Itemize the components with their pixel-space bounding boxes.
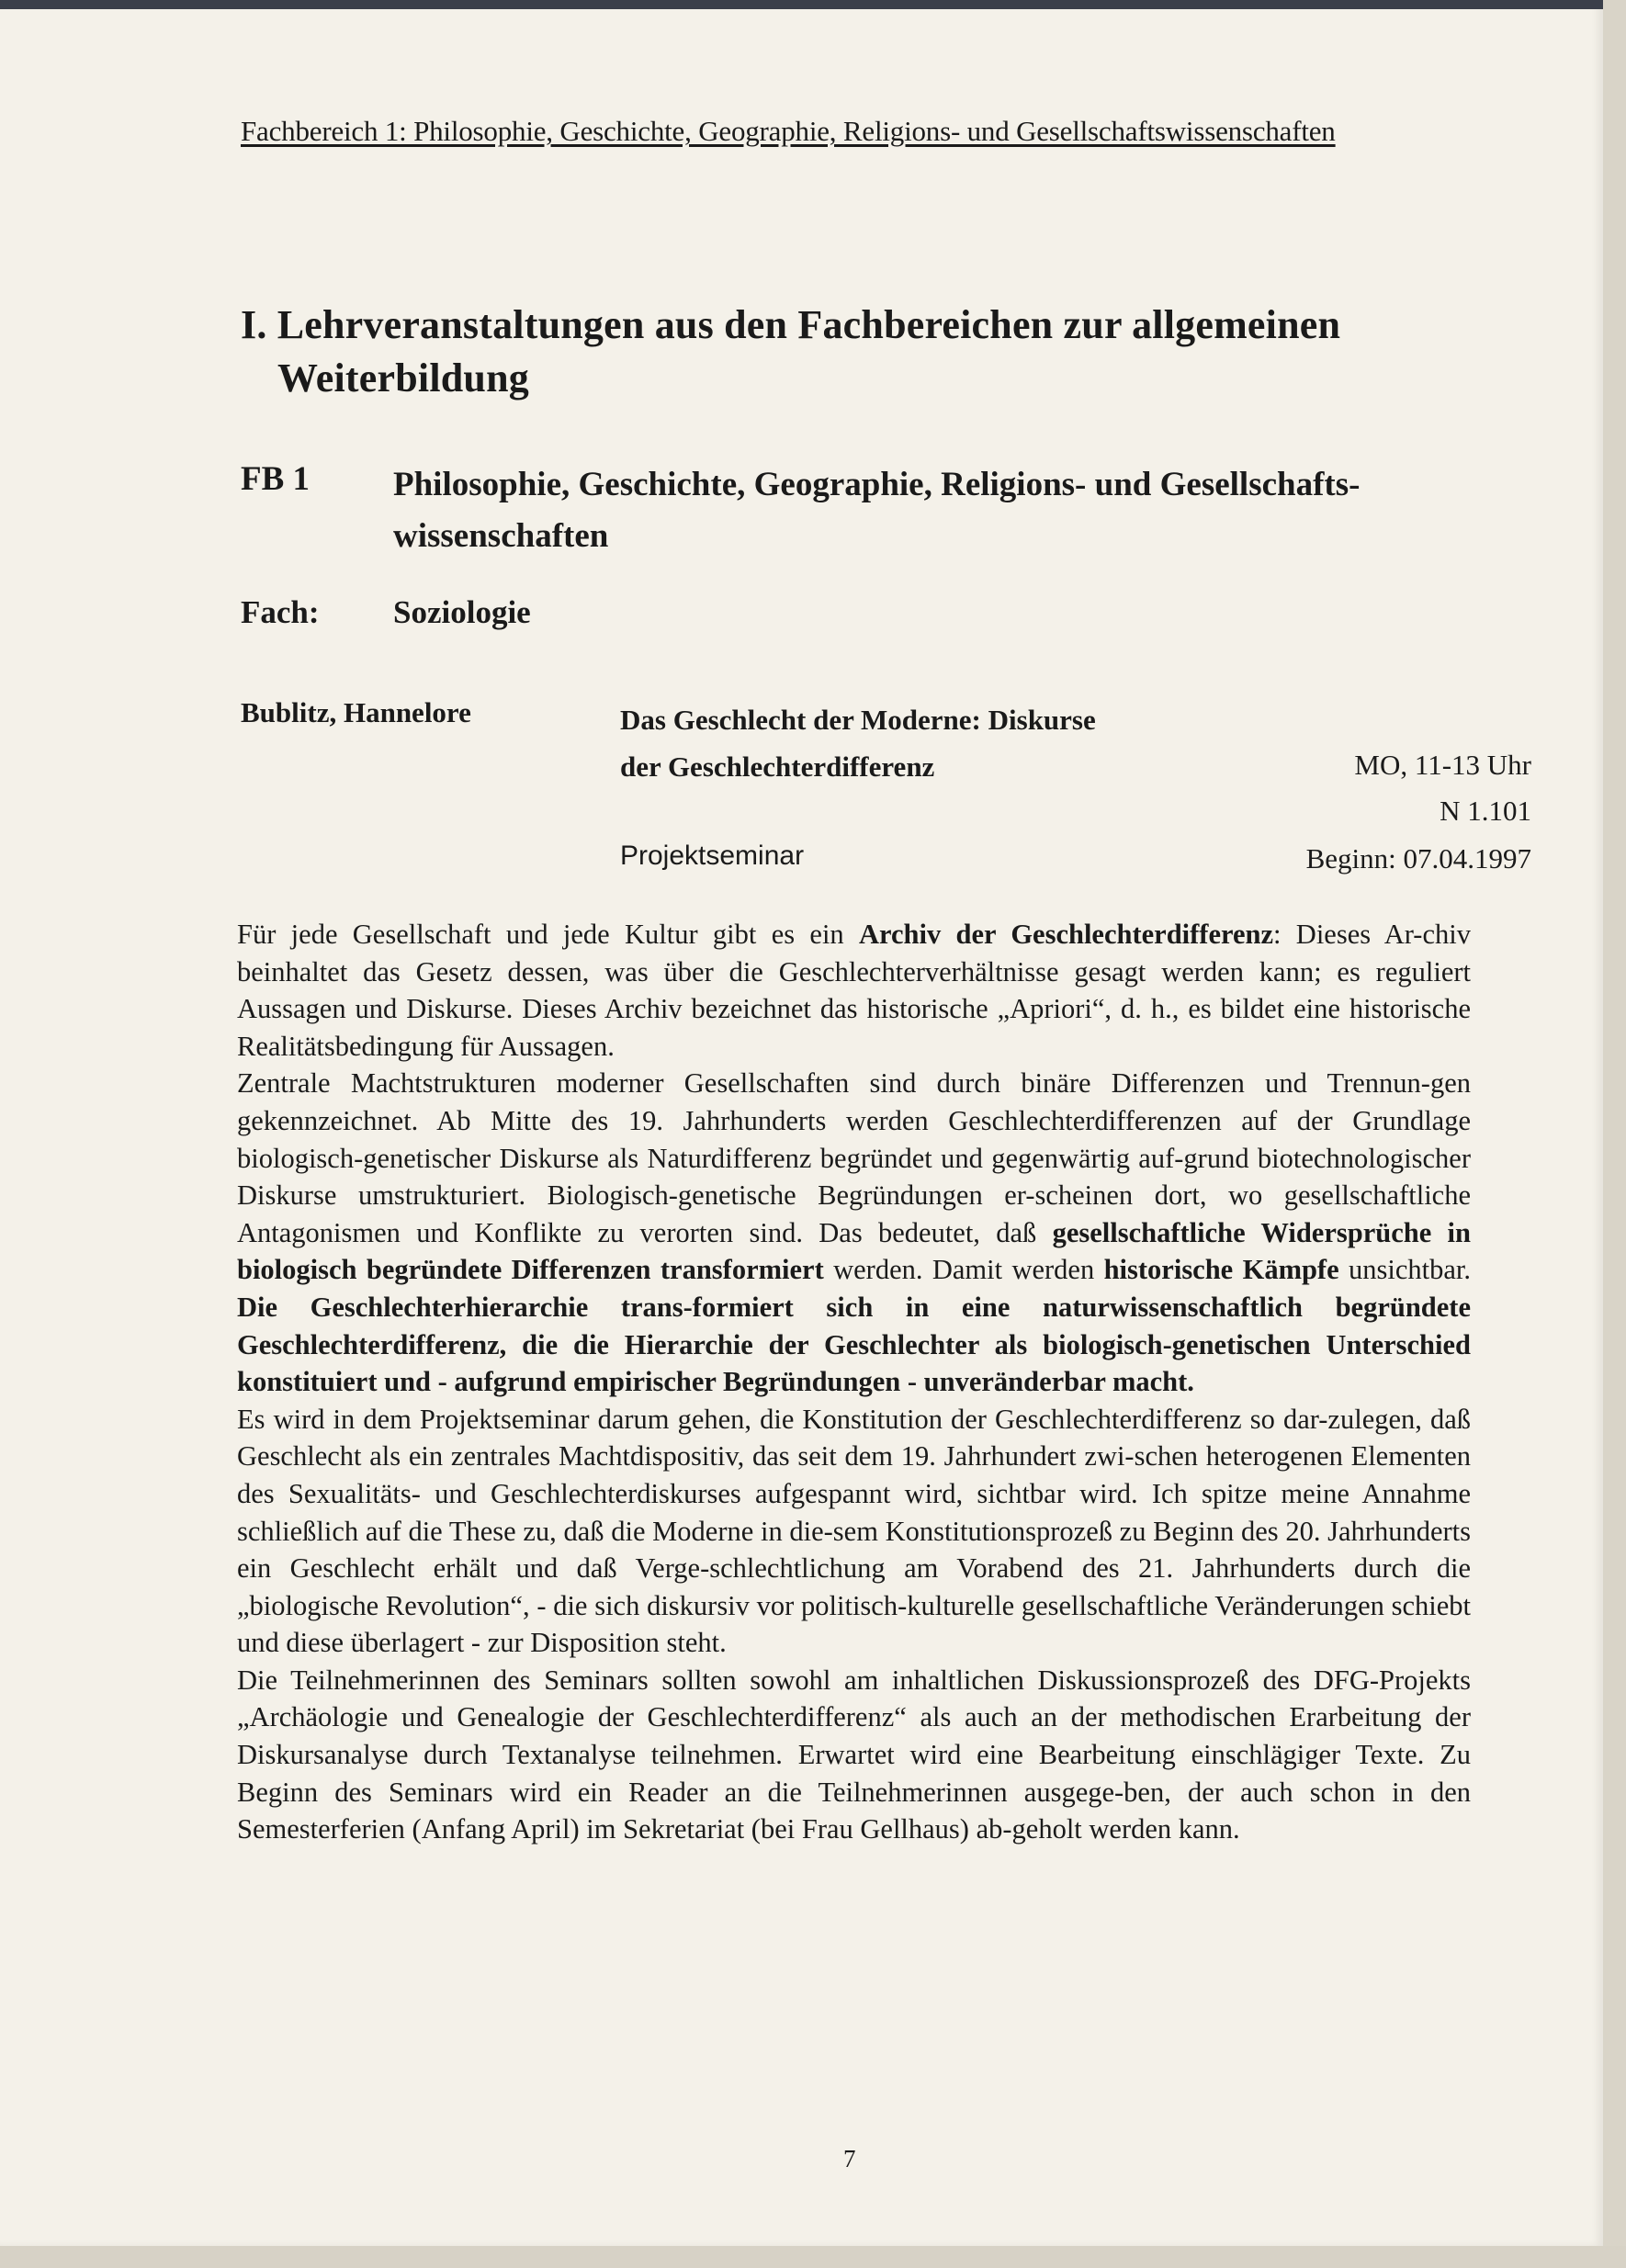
lecturer-name: Bublitz, Hannelore bbox=[241, 696, 471, 728]
course-title-line1: Das Geschlecht der Moderne: Diskurse bbox=[620, 704, 1096, 736]
paragraph-1-text-a: Für jede Gesellschaft und jede Kultur gibt es ein bbox=[237, 919, 859, 950]
paragraph-2-bold-b: historische Kämpfe bbox=[1103, 1254, 1339, 1286]
course-description bbox=[237, 916, 1471, 1848]
paragraph-1-text-b: : Dieses Ar-chiv beinhaltet das Gesetz dessen, was über die Geschlechterverhältnisse gesagt werden kann; es reguliert Aussagen und Diskurse. Dieses Archiv bezeichnet das historische „Apriori“, d. h., es bildet eine historische Realitätsbedingung für Aussagen. bbox=[237, 919, 1471, 1062]
page-number: 7 bbox=[843, 2145, 856, 2172]
course-start-date: Beginn: 07.04.1997 bbox=[1305, 842, 1531, 874]
faculty-name-line1: Philosophie, Geschichte, Geographie, Religions- und Gesellschafts- bbox=[393, 466, 1361, 503]
course-room: N 1.101 bbox=[1440, 795, 1531, 827]
paragraph-2-text-a: Zentrale Machtstrukturen moderner Gesellschaften sind durch binäre Differenzen und Trennun-gen gekennzeichnet. Ab Mitte des 19. Jahrhunderts werden Geschlechterdifferenzen auf der Grundlage biologisch-genetischer Diskurse als Naturdifferenz begründet und gegenwärtig auf-grund biotechnologischer Diskurse umstrukturiert. Biologisch-genetische Begründungen er-scheinen dort, wo gesellschaftliche Antagonismen und Konflikte zu verorten sind. Das bedeutet, daß bbox=[237, 1067, 1471, 1248]
faculty-name bbox=[393, 459, 1523, 562]
chapter-title bbox=[241, 299, 1481, 405]
chapter-title-line1: I. Lehrveranstaltungen aus den Fachbereichen zur allgemeinen bbox=[241, 302, 1341, 347]
paragraph-2-text-c: unsichtbar. bbox=[1338, 1254, 1471, 1286]
paragraph-2-text-b: werden. Damit werden bbox=[823, 1254, 1104, 1286]
course-title-line2: der Geschlechterdifferenz bbox=[620, 750, 935, 783]
faculty-name-line2: wissenschaften bbox=[393, 517, 609, 555]
course-title bbox=[620, 696, 1171, 790]
paragraph-2 bbox=[237, 1065, 1471, 1400]
subject-label: Fach: bbox=[241, 594, 320, 630]
chapter-title-line2: Weiterbildung bbox=[277, 355, 529, 401]
subject-value: Soziologie bbox=[393, 594, 531, 630]
course-type: Projektseminar bbox=[620, 841, 805, 871]
paragraph-2-bold-a: gesellschaftliche Widersprüche in biologisch begründete Differenzen transformiert bbox=[237, 1216, 1471, 1286]
scan-bottom-edge bbox=[0, 2246, 1626, 2268]
scan-right-edge bbox=[1603, 0, 1626, 2268]
paragraph-4: Die Teilnehmerinnen des Seminars sollten sowohl am inhaltlichen Diskussionsprozeß des DFG-Projekts „Archäologie und Genealogie der Geschlechterdifferenz“ als auch an der methodischen Erarbeitung der Diskursanalyse durch Textanalyse teilnehmen. Erwartet wird eine Bearbeitung einschlägiger Texte. Zu Beginn des Seminars wird ein Reader an die Teilnehmerinnen ausgege-ben, der auch schon in den Semesterferien (Anfang April) im Sekretariat (bei Frau Gellhaus) ab-geholt werden kann. bbox=[237, 1664, 1471, 1845]
running-header: Fachbereich 1: Philosophie, Geschichte, Geographie, Religions- und Gesellschaftswissenschaften bbox=[241, 115, 1336, 147]
scan-top-edge bbox=[0, 0, 1603, 9]
paragraph-2-bold-c: Die Geschlechterhierarchie trans-formiert sich in eine naturwissenschaftlich begründete Geschlechterdifferenz, die die Hierarchie der Geschlechter als biologisch-genetischen Unterschied konstituiert und - aufgrund empirischer Begründungen - unveränderbar macht. bbox=[237, 1291, 1471, 1398]
paragraph-1-bold: Archiv der Geschlechterdifferenz bbox=[858, 919, 1274, 950]
paragraph-1 bbox=[237, 916, 1471, 1065]
course-time: MO, 11-13 Uhr bbox=[1354, 749, 1531, 781]
paragraph-3: Es wird in dem Projektseminar darum gehen, die Konstitution der Geschlechterdifferenz so dar-zulegen, daß Geschlecht als ein zentrales Machtdispositiv, das seit dem 19. Jahrhundert zwi-schen heterogenen Elementen des Sexualitäts- und Geschlechterdiskurses aufgespannt wird, sichtbar wird. Ich spitze meine Annahme schließlich auf die These zu, daß die Moderne in die-sem Konstitutionsprozeß zu Beginn des 20. Jahrhunderts ein Geschlecht erhält und daß Verge-schlechtlichung am Vorabend des 21. Jahrhunderts durch die „biologische Revolution“, - die sich diskursiv vor politisch-kulturelle gesellschaftliche Veränderungen schiebt und diese überlagert - zur Disposition steht. bbox=[237, 1403, 1471, 1659]
faculty-number: FB 1 bbox=[241, 460, 311, 498]
